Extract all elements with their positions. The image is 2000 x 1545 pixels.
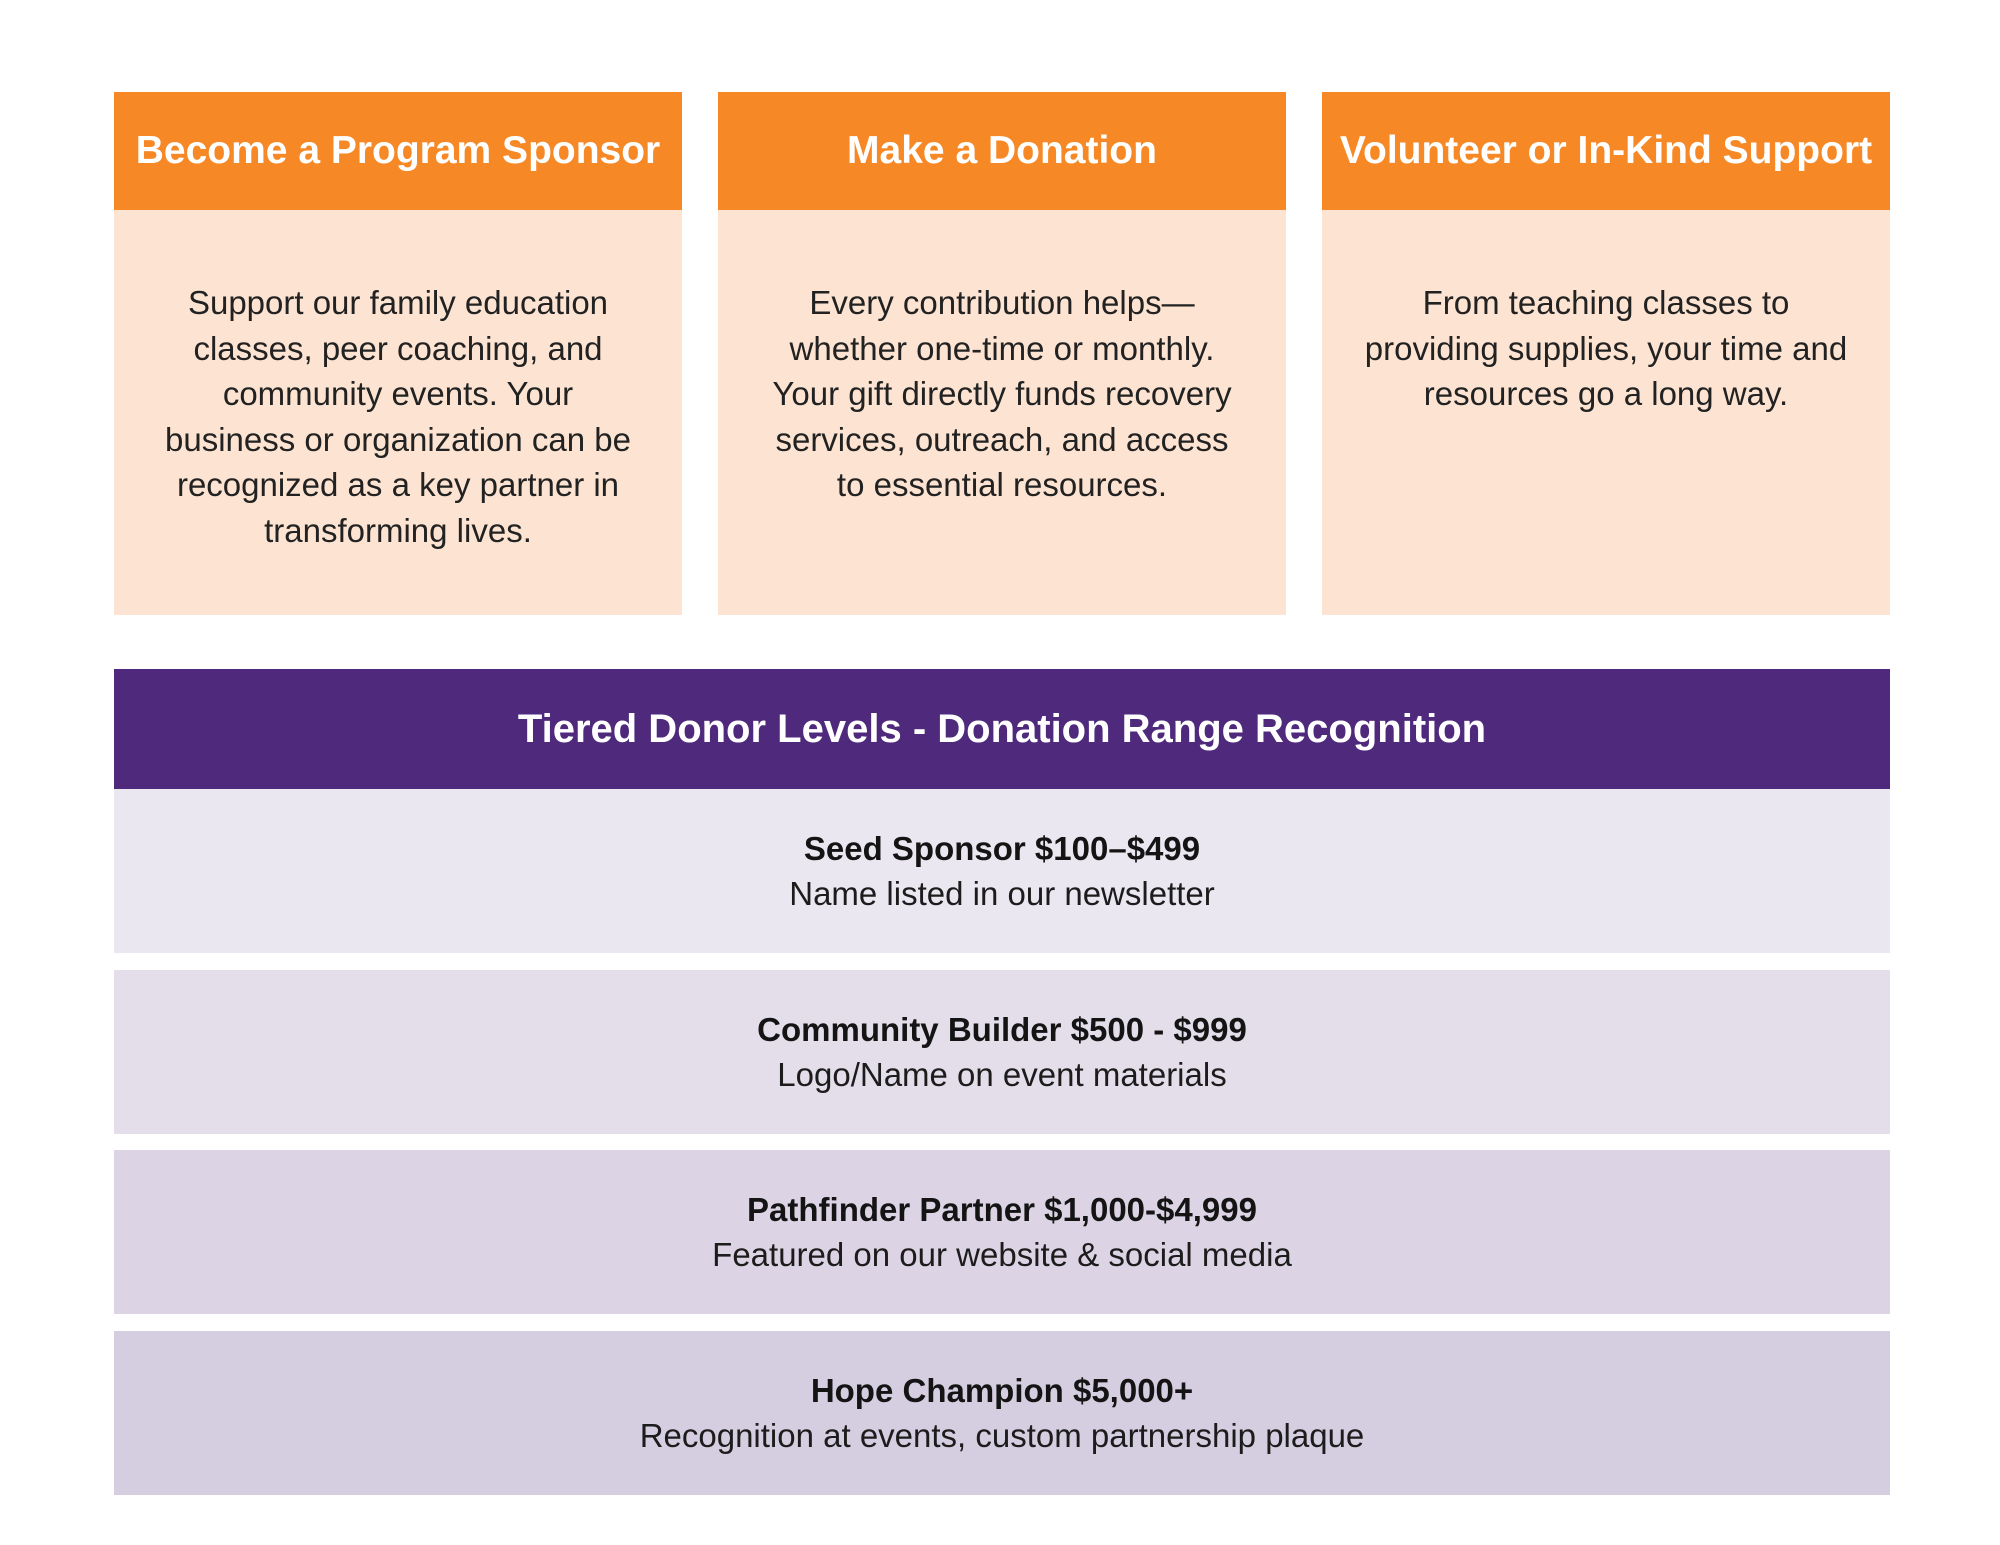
donation-text: Every contribution helps— whether one-time or monthly. Your gift directly funds recovery services, outreach, and access to essential resources.: [772, 284, 1232, 503]
tier-title: Community Builder $500 - $999: [757, 1011, 1247, 1048]
tier-community-builder: [114, 970, 1890, 1134]
program-sponsor-text: Support our family education classes, peer coaching, and community events. Your business or organization can be recognized as a key partner in transforming lives.: [165, 284, 631, 549]
donor-levels-header: Tiered Donor Levels - Donation Range Recognition: [114, 669, 1890, 789]
tier-title: Hope Champion $5,000+: [810, 1372, 1194, 1409]
volunteer-title: Volunteer or In-Kind Support: [1322, 92, 1890, 210]
donation-card: [718, 92, 1286, 615]
tier-pathfinder-partner: [114, 1150, 1890, 1314]
tier-description: Recognition at events, custom partnership plaque: [639, 1417, 1365, 1454]
tier-description: Featured on our website & social media: [712, 1236, 1292, 1273]
donation-title: Make a Donation: [718, 92, 1286, 210]
volunteer-card: [1322, 92, 1890, 615]
tier-title: Seed Sponsor $100–$499: [803, 830, 1201, 867]
tier-description: Logo/Name on event materials: [777, 1056, 1227, 1093]
tier-description: Name listed in our newsletter: [789, 875, 1215, 912]
program-sponsor-card: [114, 92, 682, 615]
tier-title: Pathfinder Partner $1,000-$4,999: [747, 1191, 1257, 1228]
volunteer-text: From teaching classes to providing supplies, your time and resources go a long way.: [1364, 284, 1848, 412]
tier-seed-sponsor: [114, 789, 1890, 953]
program-sponsor-title: Become a Program Sponsor: [114, 92, 682, 210]
tier-hope-champion: [114, 1331, 1890, 1495]
